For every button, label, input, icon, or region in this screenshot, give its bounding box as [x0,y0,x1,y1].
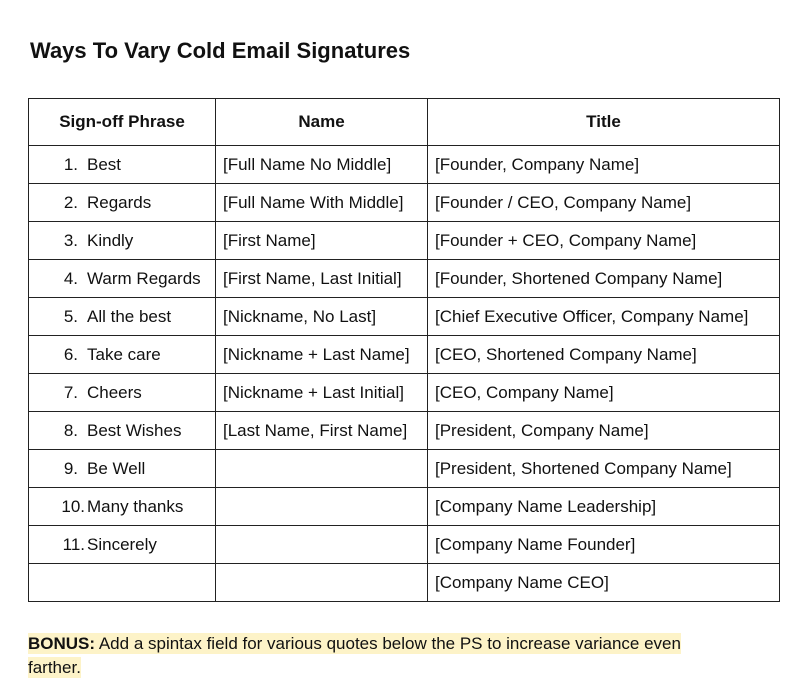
bonus-text: Add a spintax field for various quotes below the PS to increase variance even farther. [28,634,681,677]
table-row [29,184,780,222]
table-row [29,450,780,488]
sign-off-phrase: Many thanks [87,496,184,516]
name-cell [216,450,428,488]
table-row [29,146,780,184]
header-sign-off-phrase: Sign-off Phrase [29,99,216,146]
sign-off-phrase: Best Wishes [87,420,182,440]
title-cell: [Founder, Shortened Company Name] [428,260,780,298]
phrase-cell [29,298,216,336]
header-name: Name [216,99,428,146]
row-number: 1. [63,154,78,174]
table-header-row [29,99,780,146]
phrase-cell [29,564,216,602]
phrase-cell [29,450,216,488]
row-number: 4. [63,268,78,288]
title-cell: [CEO, Shortened Company Name] [428,336,780,374]
sign-off-phrase: Kindly [87,230,134,250]
title-cell: [Company Name Leadership] [428,488,780,526]
bonus-highlight [28,633,681,678]
sign-off-phrase: All the best [87,306,172,326]
name-cell [216,488,428,526]
signature-table [28,98,780,602]
title-cell: [President, Company Name] [428,412,780,450]
name-cell: [Nickname + Last Name] [216,336,428,374]
row-number: 3. [63,230,78,250]
table-row [29,260,780,298]
sign-off-phrase: Be Well [87,458,146,478]
name-cell: [Full Name No Middle] [216,146,428,184]
phrase-cell [29,260,216,298]
name-cell: [Last Name, First Name] [216,412,428,450]
row-number: 5. [63,306,78,326]
phrase-cell [29,146,216,184]
name-cell: [Nickname, No Last] [216,298,428,336]
phrase-cell [29,222,216,260]
page-title: Ways To Vary Cold Email Signatures [30,38,411,63]
phrase-cell [29,488,216,526]
sign-off-phrase: Sincerely [87,534,157,554]
sign-off-phrase: Best [87,154,122,174]
row-number: 2. [63,192,78,212]
title-cell: [Company Name Founder] [428,526,780,564]
name-cell: [Nickname + Last Initial] [216,374,428,412]
phrase-cell [29,374,216,412]
row-number: 9. [63,458,78,478]
name-cell: [Full Name With Middle] [216,184,428,222]
header-title: Title [428,99,780,146]
name-cell: [First Name] [216,222,428,260]
bonus-label: BONUS: [28,634,96,653]
row-number: 8. [63,420,78,440]
row-number: 6. [63,344,78,364]
table-row [29,222,780,260]
title-cell: [Company Name CEO] [428,564,780,602]
title-cell: [Founder / CEO, Company Name] [428,184,780,222]
title-cell: [Founder + CEO, Company Name] [428,222,780,260]
sign-off-phrase: Regards [87,192,152,212]
row-number: 10. [61,496,85,516]
title-cell: [Chief Executive Officer, Company Name] [428,298,780,336]
table-row [29,374,780,412]
name-cell [216,526,428,564]
row-number: 11. [62,534,85,554]
name-cell [216,564,428,602]
sign-off-phrase: Warm Regards [87,268,201,288]
table-row [29,564,780,602]
table-row [29,336,780,374]
table-row [29,412,780,450]
name-cell: [First Name, Last Initial] [216,260,428,298]
phrase-cell [29,184,216,222]
title-cell: [President, Shortened Company Name] [428,450,780,488]
phrase-cell [29,336,216,374]
sign-off-phrase: Cheers [87,382,142,402]
title-cell: [Founder, Company Name] [428,146,780,184]
sign-off-phrase: Take care [87,344,161,364]
title-cell: [CEO, Company Name] [428,374,780,412]
table-row [29,488,780,526]
table-row [29,526,780,564]
phrase-cell [29,412,216,450]
row-number: 7. [63,382,78,402]
bonus-note [28,632,738,680]
table-row [29,298,780,336]
phrase-cell [29,526,216,564]
